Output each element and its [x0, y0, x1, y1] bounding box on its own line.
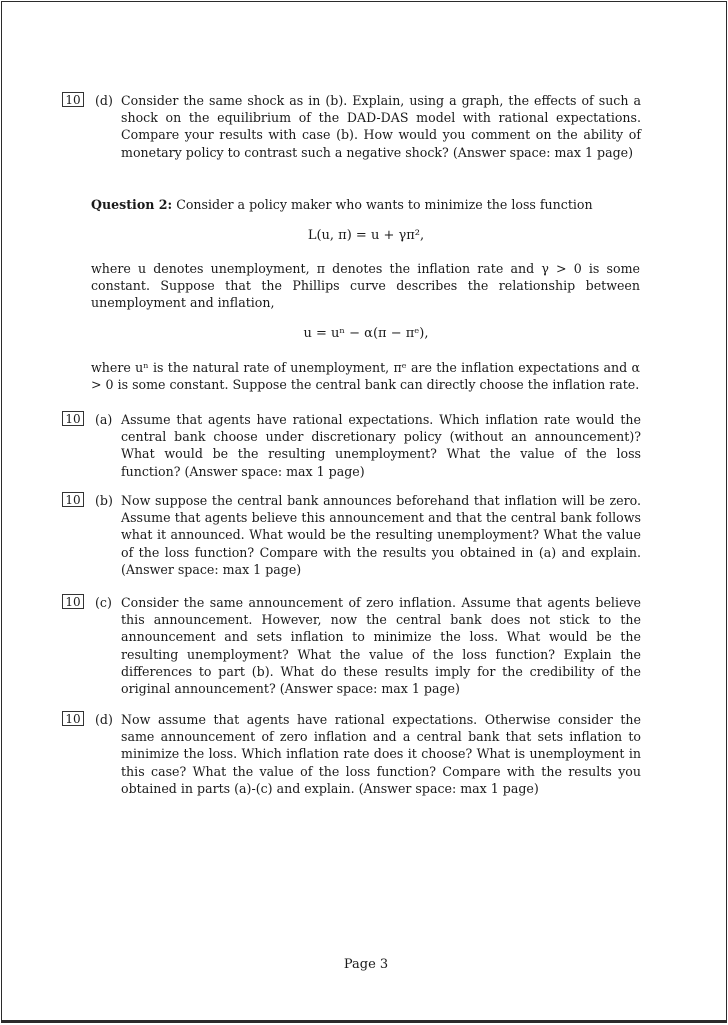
question2-after-phillips: where uⁿ is the natural rate of unemployment, πᵉ are the inflation expectations and α > 0 is some constant. Suppose the central bank can directly choose the inflation rate. [91, 360, 640, 393]
part-text: Consider the same shock as in (b). Explain, using a graph, the effects of such a shock on the equilibrium of the DAD-DAS model with rational expectations. Compare your results with case (b). How would you comment on the ability of monetary policy to contrast such a negative shock? (Answer space: max 1 page) [121, 93, 641, 160]
phillips-curve-equation: u = uⁿ − α(π − πᵉ), [303, 326, 429, 341]
question2-intro-text: Consider a policy maker who wants to minimize the loss function [176, 197, 593, 212]
question2-intro [91, 196, 640, 213]
question2-heading: Question 2: [91, 197, 173, 212]
part-label: (b) [95, 493, 113, 508]
exam-page [1, 1, 727, 1023]
part-text: Assume that agents have rational expectations. Which inflation rate would the central bank choose under discretionary policy (without an announcement)? What would be the resulting unemployment? What the value of the loss function? (Answer space: max 1 page) [121, 412, 641, 479]
points-box: 10 [62, 711, 84, 726]
part-text: Now suppose the central bank announces beforehand that inflation will be zero. Assume that agents believe this announcement and that the central bank follows what it announced. What would be the resulting unemployment? What the value of the loss function? Compare with the results you obtained in (a) and explain. (Answer space: max 1 page) [121, 493, 641, 577]
points-box: 10 [62, 492, 84, 507]
part-text: Now assume that agents have rational expectations. Otherwise consider the same announcement of zero inflation and a central bank that sets inflation to minimize the loss. Which inflation rate does it choose? What is unemployment in this case? What the value of the loss function? Compare with the results you obtained in parts (a)-(c) and explain. (Answer space: max 1 page) [121, 712, 641, 796]
part-label: (d) [95, 712, 113, 727]
points-box: 10 [62, 411, 84, 426]
loss-function-equation: L(u, π) = u + γπ², [307, 228, 425, 243]
part-label: (d) [95, 93, 113, 108]
part-label: (a) [95, 412, 113, 427]
page-number: Page 3 [343, 957, 389, 972]
question2-after-loss: where u denotes unemployment, π denotes the inflation rate and γ > 0 is some constant. Suppose that the Phillips curve describes the relationship between unemployment and inflation, [91, 261, 640, 311]
part-label: (c) [95, 595, 112, 610]
points-box: 10 [62, 92, 84, 107]
part-text: Consider the same announcement of zero inflation. Assume that agents believe this announcement. However, now the central bank does not stick to the announcement and sets inflation to minimize the loss. What would be the resulting unemployment? What the value of the loss function? Explain the differences to part (b). What do these results imply for the credibility of the original announcement? (Answer space: max 1 page) [121, 595, 641, 697]
points-box: 10 [62, 594, 84, 609]
